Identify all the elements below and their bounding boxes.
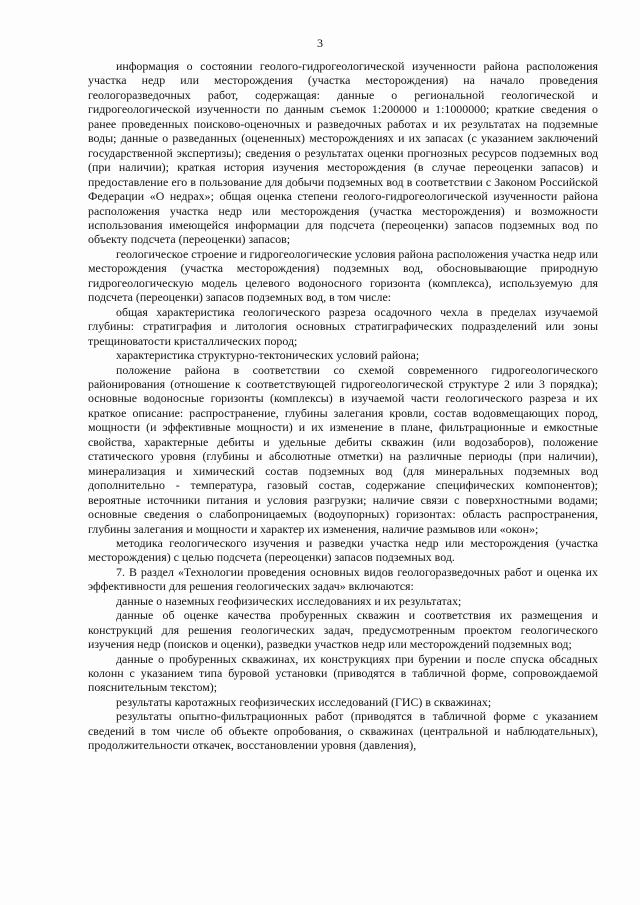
body-text	[88, 59, 598, 753]
paragraph-1: информация о состоянии геолого-гидрогеологической изученности района расположения участка недр или месторождения (участка месторождения) на начало проведения геологоразведочных работ, содержащая: данные о региональной геологической и гидрогеологической изученности по данным съемок 1:200000 и 1:1000000; краткие сведения о ранее проведенных поисково-оценочных и разведочных работах и их результатах на подземные воды; данные о разведанных (оцененных) месторождениях и их запасах (с указанием заключений государственной экспертизы); сведения о результатах оценки прогнозных ресурсов подземных вод (при наличии); краткая история изучения месторождения (в случае переоценки запасов) и предоставление его в пользование для добычи подземных вод в соответствии с Законом Российской Федерации «О недрах»; общая оценка степени геолого-гидрогеологической изученности района расположения участка недр или месторождения (участка месторождения) и возможности использования имеющейся информации для подсчета (переоценки) запасов подземных вод по объекту подсчета (переоценки) запасов;	[88, 59, 598, 247]
paragraph-2: геологическое строение и гидрогеологические условия района расположения участка недр или месторождения (участка месторождения) подземных вод, обосновывающие природную гидрогеологическую модель целевого водоносного горизонта (комплекса), используемую для подсчета (переоценки) запасов подземных вод, в том числе:	[88, 246, 598, 305]
paragraph-10: данные о пробуренных скважинах, их конструкциях при бурении и после спуска обсадных колонн с указанием типа буровой установки (приводятся в табличной форме, сопровождаемой пояснительным текстом);	[88, 651, 598, 695]
paragraph-3: общая характеристика геологического разреза осадочного чехла в пределах изучаемой глубины: стратиграфия и литология основных стратиграфических подразделений или зоны трещиноватости кристаллических пород;	[88, 304, 598, 348]
paragraph-8: данные о наземных геофизических исследованиях и их результатах;	[116, 593, 462, 608]
paragraph-7: 7. В раздел «Технологии проведения основных видов геологоразведочных работ и оценка их эффективности для решения геологических задач» включаются:	[88, 564, 598, 594]
paragraph-5: положение района в соответствии со схемой современного гидрогеологического районирования (отношение к соответствующей гидрогеологической структуре 2 или 3 порядка); основные водоносные горизонты (комплексы) в изучаемой части геологического разреза и их краткое описание: распространение, глубины залегания кровли, состав водовмещающих пород, мощности (и эффективные мощности) и их изменение в плане, фильтрационные и емкостные свойства, характерные дебиты и удельные дебиты скважин (или водозаборов), положение статического уровня (глубины и абсолютные отметки) на различные периоды (при наличии), минерализация и химический состав подземных вод (для минеральных подземных вод дополнительно - температура, газовый состав, содержание специфических компонентов); вероятные источники питания и условия разгрузки; наличие связи с поверхностными водами; основные сведения о слабопроницаемых (водоупорных) горизонтах: область распространения, глубины залегания и мощности и характер их изменения, наличие размывов или «окон»;	[88, 362, 598, 536]
paragraph-11: результаты каротажных геофизических исследований (ГИС) в скважинах;	[116, 694, 492, 709]
page-number: 3	[317, 36, 323, 50]
paragraph-9: данные об оценке качества пробуренных скважин и соответствия их размещения и конструкций для решения геологических задач, предусмотренным проектом геологического изучения недр (поисков и оценки), разведки участков недр или месторождений подземных вод;	[88, 608, 598, 652]
paragraph-6: методика геологического изучения и разведки участка недр или месторождения (участка месторождения) с целью подсчета (переоценки) запасов подземных вод.	[88, 535, 598, 565]
paragraph-4: характеристика структурно-тектонических условий района;	[116, 348, 420, 363]
paragraph-12: результаты опытно-фильтрационных работ (приводятся в табличной форме с указанием сведений в том числе об объекте опробования, о скважинах (центральной и наблюдательных), продолжительности откачек, восстановлении уровня (давления),	[88, 709, 598, 753]
